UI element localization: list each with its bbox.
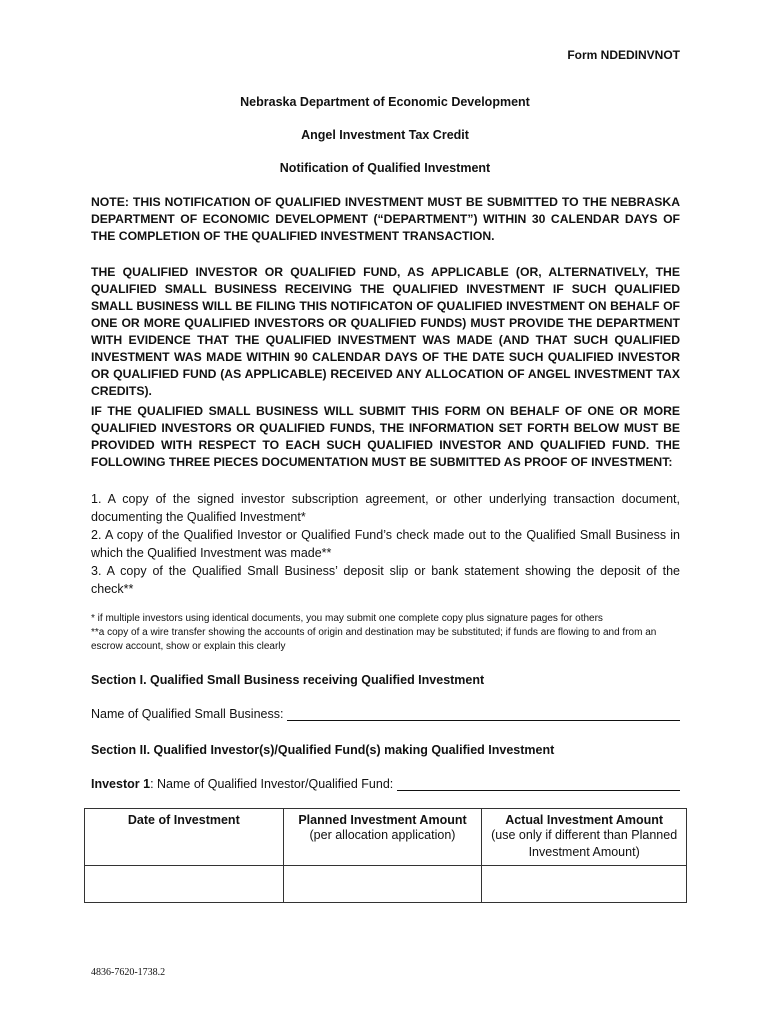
footnote: * if multiple investors using identical documents, you may submit one complete copy plus signature pages for others	[91, 613, 603, 624]
form-title: Notification of Qualified Investment	[279, 161, 491, 175]
behalf-paragraph: IF THE QUALIFIED SMALL BUSINESS WILL SUBMIT THIS FORM ON BEHALF OF ONE OR MORE QUALIFIED INVESTORS OR QUALIFIED FUNDS, THE INFORMATION SET FORTH BELOW MUST BE PROVIDED WITH RESPECT TO EACH SUCH QUALIFIED INVESTOR AND QUALIFIED FUND. THE FOLLOWING THREE PIECES DOCUMENTATION MUST BE SUBMITTED AS PROOF OF INVESTMENT:	[91, 404, 680, 469]
planned-amount-cell[interactable]	[283, 866, 482, 903]
evidence-paragraph: THE QUALIFIED INVESTOR OR QUALIFIED FUND, AS APPLICABLE (OR, ALTERNATIVELY, THE QUALIFIED SMALL BUSINESS RECEIVING THE QUALIFIED INVESTMENT IF SUCH QUALIFIED SMALL BUSINESS WILL BE FILING THIS NOTIFICATON OF QUALIFIED INVESTMENT ON BEHALF OF ONE OR MORE QUALIFIED INVESTORS OR QUALIFIED FUNDS) MUST PROVIDE THE DEPARTMENT WITH EVIDENCE THAT THE QUALIFIED INVESTMENT WAS MADE (AND THAT SUCH QUALIFIED INVESTMENT WAS MADE WITHIN 90 CALENDAR DAYS OF THE DATE SUCH QUALIFIED INVESTOR OR QUALIFIED FUND (AS APPLICABLE) RECEIVED ANY ALLOCATION OF ANGEL INVESTMENT TAX CREDITS).	[91, 265, 680, 398]
planned-header-sub: (per allocation application)	[309, 828, 456, 842]
business-name-field[interactable]	[287, 708, 680, 721]
document-item: 2. A copy of the Qualified Investor or Qualified Fund’s check made out to the Qualified Small Business in which the Qualified Investment was made**	[91, 528, 680, 560]
date-cell[interactable]	[85, 866, 284, 903]
actual-amount-cell[interactable]	[482, 866, 687, 903]
program-title: Angel Investment Tax Credit	[301, 128, 469, 142]
table-row	[85, 866, 687, 903]
date-header-label: Date of Investment	[127, 813, 240, 827]
form-id: Form NDEDINVNOT	[567, 48, 680, 62]
actual-header-sub: (use only if different than Planned Investment Amount)	[491, 828, 678, 859]
section2-heading: Section II. Qualified Investor(s)/Qualified Fund(s) making Qualified Investment	[91, 743, 555, 757]
note-paragraph: NOTE: THIS NOTIFICATION OF QUALIFIED INVESTMENT MUST BE SUBMITTED TO THE NEBRASKA DEPARTMENT OF ECONOMIC DEVELOPMENT (“DEPARTMENT”) WITHIN 30 CALENDAR DAYS OF THE COMPLETION OF THE QUALIFIED INVESTMENT TRANSACTION.	[91, 195, 680, 243]
investor-name-label: : Name of Qualified Investor/Qualified Fund:	[150, 777, 394, 791]
footnotes	[91, 612, 680, 654]
business-name-label: Name of Qualified Small Business:	[91, 707, 284, 721]
actual-header-label: Actual Investment Amount	[505, 813, 664, 827]
investment-table	[84, 808, 687, 903]
documents-list	[91, 490, 680, 598]
investor-name-field[interactable]	[397, 778, 680, 791]
date-header	[85, 809, 284, 866]
investor-name-row	[91, 777, 680, 791]
actual-header	[482, 809, 687, 866]
section1-heading: Section I. Qualified Small Business receiving Qualified Investment	[91, 673, 485, 687]
planned-header-label: Planned Investment Amount	[298, 813, 467, 827]
footnote: **a copy of a wire transfer showing the accounts of origin and destination may be substituted; if funds are flowing to and from an escrow account, show or explain this clearly	[91, 627, 657, 652]
document-item: 1. A copy of the signed investor subscription agreement, or other underlying transaction document, documenting the Qualified Investment*	[91, 492, 680, 524]
agency-title: Nebraska Department of Economic Development	[240, 95, 530, 109]
business-name-row	[91, 707, 680, 721]
document-code: 4836-7620-1738.2	[91, 967, 166, 978]
document-item: 3. A copy of the Qualified Small Business’ deposit slip or bank statement showing the deposit of the check**	[91, 564, 680, 596]
investor-number-label: Investor 1	[91, 777, 151, 791]
table-header-row	[85, 809, 687, 866]
planned-header	[283, 809, 482, 866]
